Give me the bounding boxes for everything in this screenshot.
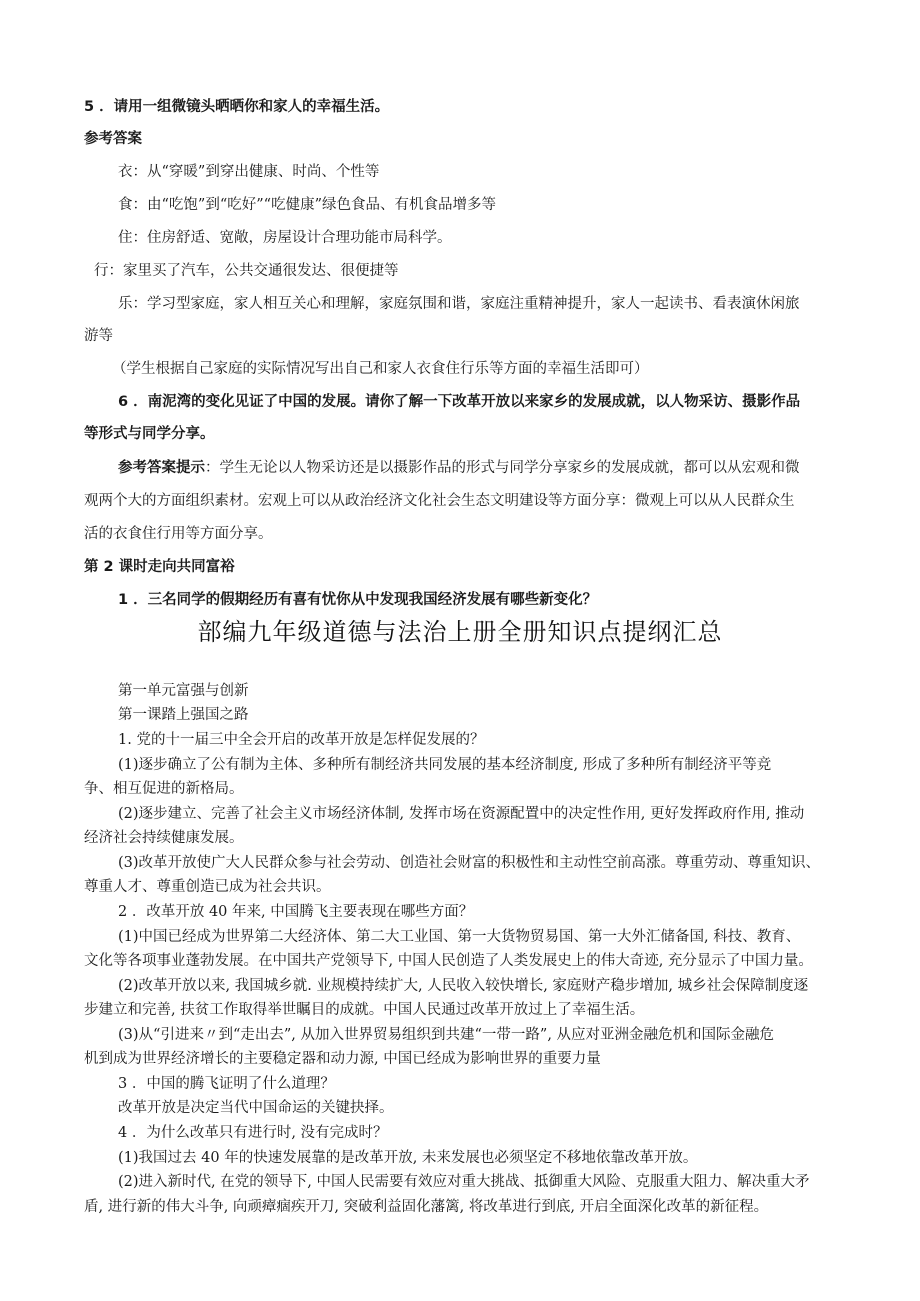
q4-answer-2-line1: (2)进入新时代, 在党的领导下, 中国人民需要有效应对重大挑战、抵御重大风险、克服重大阻力、解决重大矛 (118, 1174, 810, 1190)
outline-question-4: 4 ．为什么改革只有进行时, 没有完成时？ (118, 1125, 388, 1141)
hint-label: 参考答案提示 (118, 460, 205, 476)
page-title: 部编九年级道德与法治上册全册知识点提纲汇总 (197, 618, 723, 646)
answer-housing: 住：住房舒适、宽敞，房屋设计合理功能市局科学。 (118, 230, 452, 246)
answer-note: （学生根据自己家庭的实际情况写出自己和家人衣食住行乐等方面的幸福生活即可） (112, 361, 649, 377)
reference-answer-label: 参考答案 (84, 131, 142, 147)
outline-question-1: 1. 党的十一届三中全会开启的改革开放是怎样促发展的？ (118, 732, 485, 748)
lesson-heading: 第一课踏上强国之路 (118, 707, 249, 723)
q3-answer: 改革开放是决定当代中国命运的关键抉择。 (118, 1100, 394, 1116)
q1-answer-2-line1: (2)逐步建立、完善了社会主义市场经济体制, 发挥市场在资源配置中的决定性作用, 更好发挥政府作用, 推动 (118, 806, 805, 822)
q4-answer-1: (1)我国过去 40 年的快速发展靠的是改革开放, 未来发展也必须坚定不移地依靠改革开放。 (118, 1150, 698, 1166)
q2-answer-2-line2: 步建立和完善, 扶贫工作取得举世瞩目的成就。中国人民通过改革开放过上了幸福生活。 (84, 1002, 645, 1018)
question-6-line1: 6 ．南泥湾的变化见证了中国的发展。请你了解一下改革开放以来家乡的发展成就，以人物采访、摄影作品 (118, 394, 801, 410)
q2-answer-2-line1: (2)改革开放以来, 我国城乡就. 业规模持续扩大, 人民收入较快增长, 家庭财产稳步增加, 城乡社会保障制度逐 (118, 978, 809, 994)
answer-clothing: 衣：从“穿暖”到穿出健康、时尚、个性等 (118, 164, 380, 180)
q1-answer-3-line2: 尊重人才、尊重创造已成为社会共识。 (84, 879, 331, 895)
hint-line2: 观两个大的方面组织素材。宏观上可以从政治经济文化社会生态文明建设等方面分享：微观上可以从人民群众生 (84, 493, 795, 509)
q2-answer-3-line1: (3)从“引进来〃到“走出去”, 从加入世界贸易组织到共建“一带一路”, 从应对亚洲金融危机和国际金融危 (118, 1027, 775, 1043)
q1-answer-1-line1: (1)逐步确立了公有制为主体、多种所有制经济共同发展的基本经济制度, 形成了多种所有制经济平等竞 (118, 757, 772, 773)
hint-line3: 活的衣食住行用等方面分享。 (84, 526, 273, 542)
question-6-line2: 等形式与同学分享。 (84, 426, 215, 442)
hint-text-1: ：学生无论以人物采访还是以摄影作品的形式与同学分享家乡的发展成就，都可以从宏观和微 (205, 460, 800, 476)
answer-transport: 行：家里买了汽车，公共交通很发达、很便捷等 (94, 263, 399, 279)
answer-leisure-line1: 乐：学习型家庭，家人相互关心和理解，家庭氛围和谐，家庭注重精神提升，家人一起读书、看表演休闲旅 (118, 296, 800, 312)
q1-answer-1-line2: 争、相互促进的新格局。 (84, 781, 244, 797)
q1-answer-3-line1: (3)改革开放使广大人民群众参与社会劳动、创造社会财富的积极性和主动性空前高涨。尊重劳动、尊重知识、 (118, 855, 821, 871)
q2-answer-3-line2: 机到成为世界经济增长的主要稳定器和动力源, 中国已经成为影响世界的重要力量 (84, 1051, 601, 1067)
q1-answer-2-line2: 经济社会持续健康发展。 (84, 830, 244, 846)
lesson-2-heading: 第 2 课时走向共同富裕 (84, 559, 235, 575)
q2-answer-1-line2: 文化等各项事业蓬勃发展。在中国共产党领导下, 中国人民创造了人类发展史上的伟大奇迹, 充分显示了中国力量。 (84, 953, 813, 969)
lesson-2-question-1: 1 ．三名同学的假期经历有喜有忧你从中发现我国经济发展有哪些新变化？ (118, 592, 598, 608)
unit-heading: 第一单元富强与创新 (118, 683, 249, 699)
q4-answer-2-line2: 盾, 进行新的伟大斗争, 向顽瘴痼疾开刀, 突破利益固化藩篱, 将改革进行到底, 开启全面深化改革的新征程。 (84, 1199, 769, 1215)
hint-line1 (118, 458, 800, 478)
outline-question-3: 3 ．中国的腾飞证明了什么道理？ (118, 1076, 335, 1092)
answer-food: 食：由“吃饱”到“吃好”“吃健康”绿色食品、有机食品增多等 (118, 197, 496, 213)
q2-answer-1-line1: (1)中国已经成为世界第二大经济体、第二大工业国、第一大货物贸易国、第一大外汇储备国, 科技、教育、 (118, 929, 801, 945)
question-5: 5 ．请用一组微镜头晒晒你和家人的幸福生活。 (84, 99, 390, 115)
answer-leisure-line2: 游等 (84, 328, 113, 344)
outline-question-2: 2 ．改革开放 40 年来, 中国腾飞主要表现在哪些方面？ (118, 904, 474, 920)
